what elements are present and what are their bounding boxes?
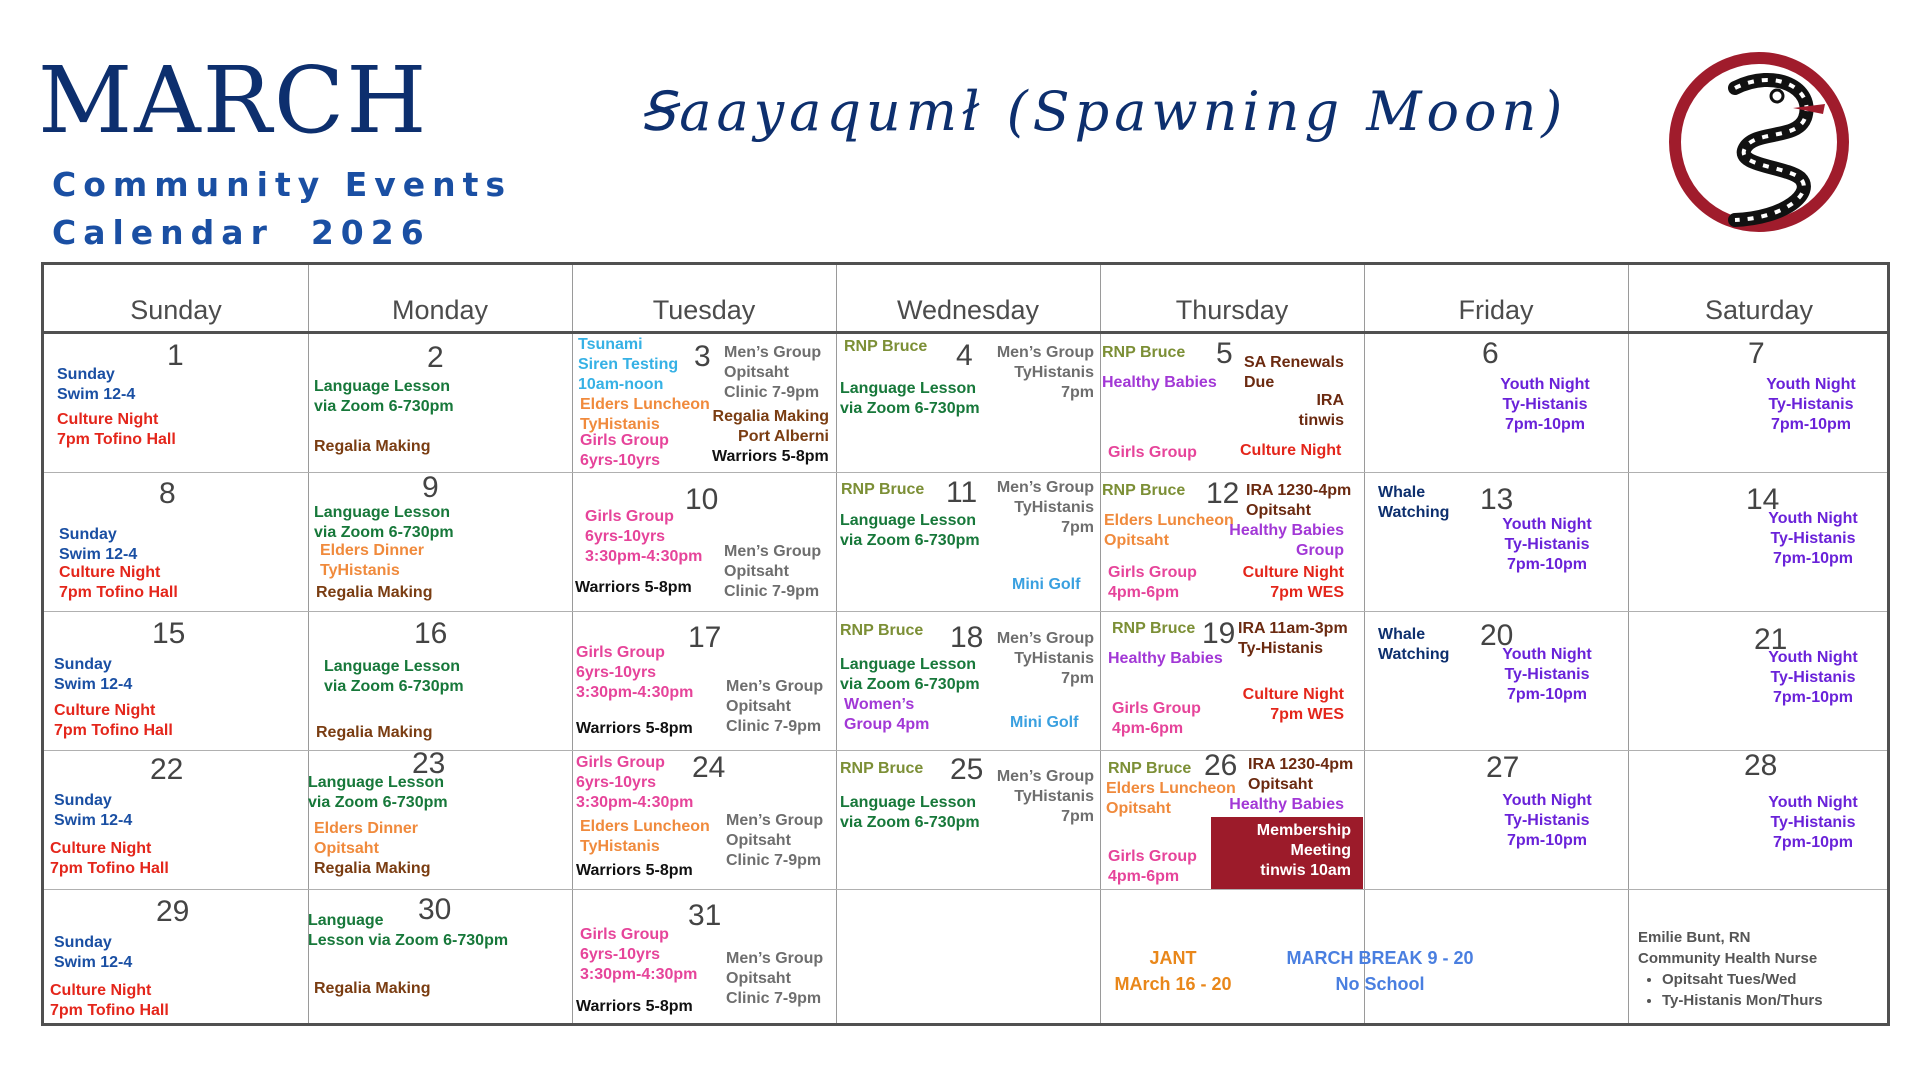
event-mens-group: Men’s Group Opitsaht Clinic 7-9pm (726, 950, 824, 1007)
serpent-circle-logo-icon (1665, 48, 1853, 236)
event-warriors: Warriors 5-8pm (576, 862, 693, 879)
event-youth-night: Youth Night Ty-Histanis 7pm-10pm (1502, 792, 1592, 849)
date-number: 13 (1480, 483, 1514, 516)
moon-title: Ꞩaayaqumł (Spawning Moon) (640, 80, 1568, 143)
date-number: 21 (1754, 623, 1788, 656)
event-culture-night: Culture Night 7pm Tofino Hall (50, 982, 169, 1019)
event-warriors: Warriors 5-8pm (575, 579, 692, 596)
event-language-lesson: Language Lesson via Zoom 6-730pm (840, 380, 980, 417)
date-number: 27 (1486, 751, 1520, 784)
event-culture-night: Culture Night 7pm Tofino Hall (59, 564, 178, 601)
event-warriors: Warriors 5-8pm (576, 720, 693, 737)
event-language-lesson: Language Lesson via Zoom 6-730pm (314, 378, 454, 415)
date-number: 5 (1216, 337, 1233, 370)
event-rnp-bruce: RNP Bruce (1108, 760, 1192, 777)
event-rnp-bruce: RNP Bruce (841, 481, 925, 498)
event-healthy-babies: Healthy Babies (1229, 796, 1344, 813)
event-language-lesson: Language Lesson via Zoom 6-730pm (324, 658, 464, 695)
event-elders-luncheon: Elders Luncheon TyHistanis (580, 396, 710, 433)
date-number: 11 (946, 476, 978, 509)
event-girls-group: Girls Group 4pm-6pm (1112, 700, 1201, 737)
nurse-schedule-tyhistanis: • Ty-Histanis Mon/Thurs (1662, 990, 1823, 1011)
event-culture-night-wes: Culture Night 7pm WES (1242, 686, 1344, 723)
event-march-break: MARCH BREAK 9 - 20 No School (1286, 948, 1474, 994)
event-youth-night: Youth Night Ty-Histanis 7pm-10pm (1766, 376, 1856, 433)
event-ira-tyhistanis: IRA 11am-3pm Ty-Histanis (1238, 620, 1348, 657)
event-elders-luncheon: Elders Luncheon Opitsaht (1104, 512, 1234, 549)
grid-divider (1628, 265, 1629, 1023)
event-girls-group: Girls Group (1108, 444, 1197, 461)
event-regalia-making: Regalia Making (316, 724, 433, 741)
event-mens-group-ty: Men’s Group TyHistanis 7pm (996, 630, 1094, 687)
date-number: 29 (156, 895, 190, 928)
date-number: 2 (427, 341, 444, 374)
event-girls-group: Girls Group 6yrs-10yrs 3:30pm-4:30pm (580, 926, 698, 983)
event-mini-golf: Mini Golf (1010, 714, 1079, 731)
event-ira-tinwis: IRA tinwis (1298, 392, 1344, 429)
event-mens-group: Men’s Group Opitsaht Clinic 7-9pm (724, 344, 822, 401)
date-number: 4 (956, 339, 973, 372)
date-number: 18 (950, 621, 984, 654)
event-culture-night: Culture Night 7pm Tofino Hall (54, 702, 173, 739)
date-number: 23 (412, 747, 446, 780)
date-number: 26 (1204, 749, 1238, 782)
event-tsunami-siren: Tsunami Siren Testing 10am-noon (578, 336, 679, 393)
event-regalia-making: Regalia Making (314, 980, 431, 997)
header-divider (44, 331, 1887, 334)
date-number: 9 (422, 471, 439, 504)
day-name-wednesday: Wednesday (896, 295, 1040, 325)
event-elders-dinner: Elders Dinner TyHistanis (320, 542, 425, 579)
nurse-title: Community Health Nurse (1638, 950, 1818, 967)
event-youth-night: Youth Night Ty-Histanis 7pm-10pm (1768, 794, 1858, 851)
event-whale-watching: Whale Watching (1378, 626, 1450, 663)
event-culture-night: Culture Night (1240, 442, 1342, 459)
event-sunday-swim: Sunday Swim 12-4 (54, 656, 133, 693)
day-name-monday: Monday (391, 295, 489, 325)
event-culture-night: Culture Night 7pm Tofino Hall (50, 840, 169, 877)
grid-divider (308, 265, 309, 1023)
event-warriors: Warriors 5-8pm (576, 998, 693, 1015)
event-girls-group: Girls Group 6yrs-10yrs 3:30pm-4:30pm (576, 754, 694, 811)
date-number: 31 (688, 899, 722, 932)
date-number: 19 (1202, 617, 1236, 650)
event-elders-luncheon: Elders Luncheon TyHistanis (580, 818, 710, 855)
date-number: 22 (150, 753, 184, 786)
event-rnp-bruce: RNP Bruce (1102, 482, 1186, 499)
day-name-tuesday: Tuesday (652, 295, 756, 325)
grid-divider (572, 265, 573, 1023)
nurse-name: Emilie Bunt, RN (1638, 929, 1751, 946)
event-language-lesson: Language Lesson via Zoom 6-730pm (840, 512, 980, 549)
date-number: 30 (418, 893, 452, 926)
event-rnp-bruce: RNP Bruce (840, 622, 924, 639)
grid-divider (1364, 265, 1365, 1023)
grid-divider (44, 889, 1887, 890)
event-healthy-babies: Healthy Babies (1108, 650, 1223, 667)
month-title: MARCH (38, 47, 429, 154)
event-mens-group: Men’s Group Opitsaht Clinic 7-9pm (726, 812, 824, 869)
day-name-friday: Friday (1458, 295, 1534, 325)
date-number: 8 (159, 477, 176, 510)
event-warriors: Warriors 5-8pm (712, 448, 829, 465)
grid-divider (1100, 265, 1101, 1023)
event-rnp-bruce: RNP Bruce (844, 338, 928, 355)
event-youth-night: Youth Night Ty-Histanis 7pm-10pm (1768, 510, 1858, 567)
event-healthy-babies: Healthy Babies (1102, 374, 1217, 391)
event-culture-night: Culture Night 7pm Tofino Hall (57, 411, 176, 448)
date-number: 1 (167, 339, 184, 372)
date-number: 15 (152, 617, 186, 650)
event-girls-group: Girls Group 6yrs-10yrs 3:30pm-4:30pm (576, 644, 694, 701)
event-mens-group-ty: Men’s Group TyHistanis 7pm (996, 479, 1094, 536)
date-number: 12 (1206, 477, 1240, 510)
event-language-lesson: Language Lesson via Zoom 6-730pm (308, 774, 448, 811)
event-girls-group: Girls Group 4pm-6pm (1108, 848, 1197, 885)
calendar-grid (41, 262, 1890, 1026)
date-number: 14 (1746, 483, 1780, 516)
event-language-lesson: Language Lesson via Zoom 6-730pm (314, 504, 454, 541)
subtitle-line-2: Calendar 2026 (52, 213, 431, 252)
day-name-sunday: Sunday (130, 295, 222, 325)
nurse-schedule-opitsaht: • Opitsaht Tues/Wed (1662, 969, 1823, 990)
date-number: 20 (1480, 619, 1514, 652)
grid-divider (44, 611, 1887, 612)
event-ira-opitsaht: IRA 1230-4pm Opitsaht (1248, 756, 1354, 793)
event-culture-night-wes: Culture Night 7pm WES (1242, 564, 1344, 601)
event-girls-group: Girls Group 6yrs-10yrs (580, 432, 669, 469)
event-sa-renewals: SA Renewals Due (1244, 354, 1344, 391)
grid-divider (44, 472, 1887, 473)
date-number: 16 (414, 617, 448, 650)
event-ira-opitsaht: IRA 1230-4pm Opitsaht (1246, 482, 1352, 519)
event-rnp-bruce: RNP Bruce (1112, 620, 1196, 637)
event-sunday-swim: Sunday Swim 12-4 (54, 792, 133, 829)
event-mens-group: Men’s Group Opitsaht Clinic 7-9pm (724, 543, 822, 600)
date-number: 7 (1748, 337, 1765, 370)
event-youth-night: Youth Night Ty-Histanis 7pm-10pm (1502, 516, 1592, 573)
event-elders-luncheon: Elders Luncheon Opitsaht (1106, 780, 1236, 817)
date-number: 3 (694, 340, 711, 373)
date-number: 28 (1744, 749, 1778, 782)
event-youth-night: Youth Night Ty-Histanis 7pm-10pm (1500, 376, 1590, 433)
event-sunday-swim: Sunday Swim 12-4 (59, 526, 138, 563)
date-number: 25 (950, 753, 984, 786)
event-youth-night: Youth Night Ty-Histanis 7pm-10pm (1502, 646, 1592, 703)
date-number: 6 (1482, 337, 1499, 370)
event-womens-group: Women’s Group 4pm (844, 696, 930, 733)
date-number: 24 (692, 751, 726, 784)
event-mens-group-ty: Men’s Group TyHistanis 7pm (996, 344, 1094, 401)
event-mens-group-ty: Men’s Group TyHistanis 7pm (996, 768, 1094, 825)
event-girls-group: Girls Group 4pm-6pm (1108, 564, 1197, 601)
date-number: 17 (688, 621, 722, 654)
event-regalia-port: Regalia Making Port Alberni (712, 408, 829, 445)
event-mini-golf: Mini Golf (1012, 576, 1081, 593)
day-name-saturday: Saturday (1704, 295, 1814, 325)
nurse-info (1638, 927, 1823, 1011)
event-jant: JANT MArch 16 - 20 (1114, 948, 1232, 994)
event-sunday-swim: Sunday Swim 12-4 (57, 366, 136, 403)
event-regalia-making: Regalia Making (316, 584, 433, 601)
event-whale-watching: Whale Watching (1378, 484, 1450, 521)
day-name-thursday: Thursday (1175, 295, 1289, 325)
event-regalia-making: Regalia Making (314, 860, 431, 877)
event-girls-group: Girls Group 6yrs-10yrs 3:30pm-4:30pm (585, 508, 703, 565)
date-number: 10 (685, 483, 719, 516)
grid-divider (836, 265, 837, 1023)
event-rnp-bruce: RNP Bruce (1102, 344, 1186, 361)
grid-divider (44, 750, 1887, 751)
event-membership-meeting: Membership Meeting tinwis 10am (1211, 817, 1363, 889)
event-mens-group: Men’s Group Opitsaht Clinic 7-9pm (726, 678, 824, 735)
event-rnp-bruce: RNP Bruce (840, 760, 924, 777)
event-sunday-swim: Sunday Swim 12-4 (54, 934, 133, 971)
event-elders-dinner: Elders Dinner Opitsaht (314, 820, 419, 857)
event-language-lesson: Language Lesson via Zoom 6-730pm (840, 656, 980, 693)
event-youth-night: Youth Night Ty-Histanis 7pm-10pm (1768, 649, 1858, 706)
event-language-lesson: Language Lesson via Zoom 6-730pm (840, 794, 980, 831)
subtitle-line-1: Community Events (52, 165, 513, 204)
event-regalia-making: Regalia Making (314, 438, 431, 455)
event-language-lesson: Language Lesson via Zoom 6-730pm (308, 912, 509, 949)
event-healthy-babies-group: Healthy Babies Group (1229, 522, 1344, 559)
